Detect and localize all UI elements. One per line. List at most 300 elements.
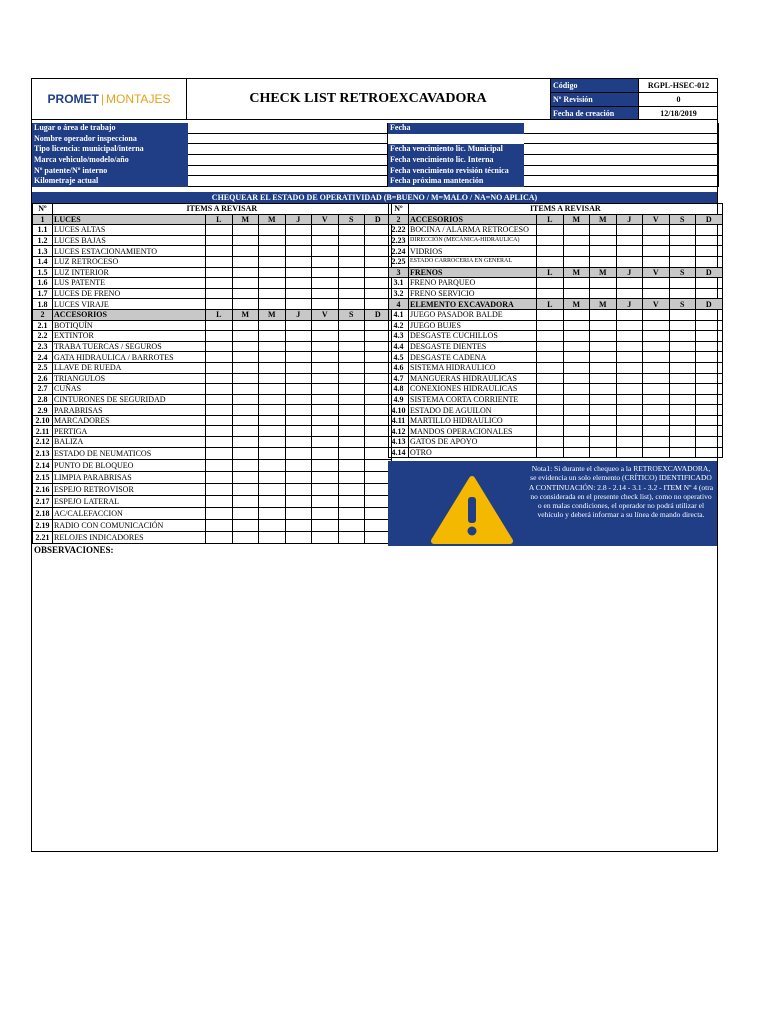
check-cell[interactable] — [537, 331, 564, 342]
check-cell[interactable] — [563, 278, 590, 289]
check-cell[interactable] — [590, 384, 617, 395]
check-cell[interactable] — [590, 225, 617, 236]
check-cell[interactable] — [669, 331, 696, 342]
info-input[interactable] — [188, 176, 388, 187]
check-cell[interactable] — [312, 225, 339, 236]
check-cell[interactable] — [696, 288, 723, 299]
check-cell[interactable] — [285, 531, 312, 543]
check-cell[interactable] — [285, 519, 312, 531]
check-cell[interactable] — [285, 278, 312, 289]
check-cell[interactable] — [312, 447, 339, 459]
check-cell[interactable] — [563, 288, 590, 299]
check-cell[interactable] — [643, 373, 670, 384]
check-cell[interactable] — [259, 331, 286, 342]
check-cell[interactable] — [643, 288, 670, 299]
check-cell[interactable] — [669, 256, 696, 267]
check-cell[interactable] — [696, 341, 723, 352]
check-cell[interactable] — [285, 426, 312, 437]
check-cell[interactable] — [285, 362, 312, 373]
check-cell[interactable] — [563, 225, 590, 236]
check-cell[interactable] — [669, 415, 696, 426]
check-cell[interactable] — [616, 405, 643, 416]
check-cell[interactable] — [206, 447, 233, 459]
check-cell[interactable] — [590, 362, 617, 373]
check-cell[interactable] — [232, 394, 259, 405]
check-cell[interactable] — [643, 309, 670, 320]
check-cell[interactable] — [206, 373, 233, 384]
check-cell[interactable] — [285, 352, 312, 363]
check-cell[interactable] — [616, 362, 643, 373]
check-cell[interactable] — [590, 331, 617, 342]
check-cell[interactable] — [563, 256, 590, 267]
info-input[interactable] — [524, 166, 719, 177]
check-cell[interactable] — [696, 225, 723, 236]
check-cell[interactable] — [669, 320, 696, 331]
check-cell[interactable] — [696, 331, 723, 342]
check-cell[interactable] — [312, 519, 339, 531]
check-cell[interactable] — [206, 507, 233, 519]
check-cell[interactable] — [563, 373, 590, 384]
check-cell[interactable] — [537, 246, 564, 257]
check-cell[interactable] — [616, 341, 643, 352]
check-cell[interactable] — [259, 384, 286, 395]
check-cell[interactable] — [563, 415, 590, 426]
check-cell[interactable] — [563, 426, 590, 437]
check-cell[interactable] — [285, 495, 312, 507]
check-cell[interactable] — [259, 288, 286, 299]
check-cell[interactable] — [696, 426, 723, 437]
check-cell[interactable] — [232, 507, 259, 519]
check-cell[interactable] — [669, 362, 696, 373]
check-cell[interactable] — [312, 362, 339, 373]
check-cell[interactable] — [338, 447, 365, 459]
check-cell[interactable] — [643, 405, 670, 416]
info-input[interactable] — [524, 155, 719, 166]
check-cell[interactable] — [696, 373, 723, 384]
check-cell[interactable] — [669, 447, 696, 458]
check-cell[interactable] — [590, 437, 617, 448]
check-cell[interactable] — [537, 405, 564, 416]
check-cell[interactable] — [259, 341, 286, 352]
check-cell[interactable] — [206, 495, 233, 507]
check-cell[interactable] — [590, 352, 617, 363]
check-cell[interactable] — [232, 384, 259, 395]
check-cell[interactable] — [616, 352, 643, 363]
check-cell[interactable] — [669, 426, 696, 437]
check-cell[interactable] — [643, 447, 670, 458]
check-cell[interactable] — [696, 309, 723, 320]
info-input[interactable] — [524, 176, 719, 187]
check-cell[interactable] — [563, 341, 590, 352]
check-cell[interactable] — [259, 267, 286, 278]
check-cell[interactable] — [338, 384, 365, 395]
check-cell[interactable] — [232, 267, 259, 278]
check-cell[interactable] — [259, 405, 286, 416]
check-cell[interactable] — [616, 447, 643, 458]
check-cell[interactable] — [259, 278, 286, 289]
check-cell[interactable] — [312, 394, 339, 405]
check-cell[interactable] — [643, 437, 670, 448]
check-cell[interactable] — [563, 320, 590, 331]
check-cell[interactable] — [696, 352, 723, 363]
check-cell[interactable] — [285, 471, 312, 483]
check-cell[interactable] — [206, 519, 233, 531]
check-cell[interactable] — [312, 352, 339, 363]
check-cell[interactable] — [259, 225, 286, 236]
check-cell[interactable] — [259, 320, 286, 331]
check-cell[interactable] — [232, 320, 259, 331]
check-cell[interactable] — [696, 415, 723, 426]
check-cell[interactable] — [285, 437, 312, 448]
check-cell[interactable] — [696, 320, 723, 331]
check-cell[interactable] — [338, 362, 365, 373]
check-cell[interactable] — [696, 362, 723, 373]
check-cell[interactable] — [616, 394, 643, 405]
check-cell[interactable] — [563, 362, 590, 373]
check-cell[interactable] — [590, 320, 617, 331]
check-cell[interactable] — [616, 246, 643, 257]
check-cell[interactable] — [563, 352, 590, 363]
check-cell[interactable] — [232, 437, 259, 448]
check-cell[interactable] — [312, 415, 339, 426]
check-cell[interactable] — [643, 415, 670, 426]
check-cell[interactable] — [643, 341, 670, 352]
check-cell[interactable] — [616, 320, 643, 331]
check-cell[interactable] — [537, 309, 564, 320]
check-cell[interactable] — [285, 256, 312, 267]
check-cell[interactable] — [232, 362, 259, 373]
check-cell[interactable] — [338, 341, 365, 352]
check-cell[interactable] — [669, 309, 696, 320]
check-cell[interactable] — [643, 426, 670, 437]
check-cell[interactable] — [285, 299, 312, 310]
check-cell[interactable] — [312, 483, 339, 495]
check-cell[interactable] — [232, 288, 259, 299]
check-cell[interactable] — [590, 373, 617, 384]
check-cell[interactable] — [232, 519, 259, 531]
check-cell[interactable] — [616, 415, 643, 426]
info-input[interactable] — [524, 123, 719, 134]
check-cell[interactable] — [643, 384, 670, 395]
check-cell[interactable] — [537, 426, 564, 437]
check-cell[interactable] — [206, 235, 233, 246]
check-cell[interactable] — [537, 437, 564, 448]
check-cell[interactable] — [259, 373, 286, 384]
check-cell[interactable] — [232, 331, 259, 342]
check-cell[interactable] — [616, 426, 643, 437]
check-cell[interactable] — [338, 320, 365, 331]
check-cell[interactable] — [206, 320, 233, 331]
check-cell[interactable] — [285, 459, 312, 471]
check-cell[interactable] — [616, 256, 643, 267]
check-cell[interactable] — [669, 341, 696, 352]
check-cell[interactable] — [616, 373, 643, 384]
check-cell[interactable] — [669, 246, 696, 257]
check-cell[interactable] — [312, 426, 339, 437]
check-cell[interactable] — [616, 384, 643, 395]
check-cell[interactable] — [206, 246, 233, 257]
check-cell[interactable] — [206, 299, 233, 310]
check-cell[interactable] — [537, 288, 564, 299]
check-cell[interactable] — [643, 235, 670, 246]
info-input[interactable] — [188, 155, 388, 166]
check-cell[interactable] — [537, 415, 564, 426]
check-cell[interactable] — [338, 394, 365, 405]
check-cell[interactable] — [206, 437, 233, 448]
check-cell[interactable] — [259, 415, 286, 426]
check-cell[interactable] — [312, 235, 339, 246]
check-cell[interactable] — [669, 394, 696, 405]
check-cell[interactable] — [643, 394, 670, 405]
check-cell[interactable] — [259, 495, 286, 507]
info-input[interactable] — [188, 134, 388, 145]
check-cell[interactable] — [537, 256, 564, 267]
check-cell[interactable] — [206, 471, 233, 483]
check-cell[interactable] — [259, 531, 286, 543]
check-cell[interactable] — [616, 235, 643, 246]
check-cell[interactable] — [285, 235, 312, 246]
check-cell[interactable] — [338, 495, 365, 507]
check-cell[interactable] — [563, 394, 590, 405]
check-cell[interactable] — [696, 437, 723, 448]
check-cell[interactable] — [563, 246, 590, 257]
check-cell[interactable] — [537, 225, 564, 236]
check-cell[interactable] — [232, 483, 259, 495]
check-cell[interactable] — [285, 405, 312, 416]
check-cell[interactable] — [563, 405, 590, 416]
check-cell[interactable] — [285, 225, 312, 236]
check-cell[interactable] — [643, 246, 670, 257]
check-cell[interactable] — [590, 341, 617, 352]
check-cell[interactable] — [232, 235, 259, 246]
check-cell[interactable] — [312, 531, 339, 543]
check-cell[interactable] — [232, 471, 259, 483]
check-cell[interactable] — [696, 246, 723, 257]
check-cell[interactable] — [285, 384, 312, 395]
check-cell[interactable] — [338, 531, 365, 543]
check-cell[interactable] — [338, 471, 365, 483]
check-cell[interactable] — [312, 373, 339, 384]
check-cell[interactable] — [590, 394, 617, 405]
check-cell[interactable] — [643, 278, 670, 289]
check-cell[interactable] — [285, 341, 312, 352]
check-cell[interactable] — [616, 309, 643, 320]
check-cell[interactable] — [232, 405, 259, 416]
check-cell[interactable] — [232, 531, 259, 543]
check-cell[interactable] — [206, 459, 233, 471]
check-cell[interactable] — [312, 320, 339, 331]
check-cell[interactable] — [338, 331, 365, 342]
check-cell[interactable] — [643, 362, 670, 373]
check-cell[interactable] — [616, 225, 643, 236]
check-cell[interactable] — [338, 426, 365, 437]
check-cell[interactable] — [563, 384, 590, 395]
check-cell[interactable] — [259, 471, 286, 483]
check-cell[interactable] — [312, 278, 339, 289]
check-cell[interactable] — [537, 373, 564, 384]
check-cell[interactable] — [312, 299, 339, 310]
check-cell[interactable] — [696, 235, 723, 246]
check-cell[interactable] — [232, 447, 259, 459]
check-cell[interactable] — [338, 267, 365, 278]
check-cell[interactable] — [206, 531, 233, 543]
check-cell[interactable] — [259, 235, 286, 246]
check-cell[interactable] — [206, 426, 233, 437]
check-cell[interactable] — [285, 373, 312, 384]
check-cell[interactable] — [669, 373, 696, 384]
check-cell[interactable] — [206, 362, 233, 373]
check-cell[interactable] — [616, 331, 643, 342]
check-cell[interactable] — [643, 256, 670, 267]
check-cell[interactable] — [285, 246, 312, 257]
check-cell[interactable] — [669, 437, 696, 448]
check-cell[interactable] — [259, 483, 286, 495]
check-cell[interactable] — [338, 225, 365, 236]
check-cell[interactable] — [643, 225, 670, 236]
check-cell[interactable] — [206, 341, 233, 352]
check-cell[interactable] — [537, 320, 564, 331]
check-cell[interactable] — [206, 225, 233, 236]
check-cell[interactable] — [232, 225, 259, 236]
check-cell[interactable] — [537, 447, 564, 458]
check-cell[interactable] — [338, 405, 365, 416]
check-cell[interactable] — [232, 299, 259, 310]
check-cell[interactable] — [563, 437, 590, 448]
check-cell[interactable] — [590, 426, 617, 437]
check-cell[interactable] — [206, 394, 233, 405]
check-cell[interactable] — [312, 331, 339, 342]
check-cell[interactable] — [312, 256, 339, 267]
check-cell[interactable] — [616, 437, 643, 448]
check-cell[interactable] — [232, 278, 259, 289]
check-cell[interactable] — [669, 384, 696, 395]
check-cell[interactable] — [285, 394, 312, 405]
check-cell[interactable] — [338, 352, 365, 363]
check-cell[interactable] — [232, 426, 259, 437]
check-cell[interactable] — [563, 235, 590, 246]
check-cell[interactable] — [259, 362, 286, 373]
check-cell[interactable] — [206, 267, 233, 278]
check-cell[interactable] — [338, 246, 365, 257]
check-cell[interactable] — [232, 246, 259, 257]
check-cell[interactable] — [338, 256, 365, 267]
check-cell[interactable] — [696, 384, 723, 395]
check-cell[interactable] — [232, 341, 259, 352]
check-cell[interactable] — [590, 235, 617, 246]
check-cell[interactable] — [669, 352, 696, 363]
check-cell[interactable] — [338, 235, 365, 246]
check-cell[interactable] — [232, 352, 259, 363]
check-cell[interactable] — [537, 352, 564, 363]
check-cell[interactable] — [232, 373, 259, 384]
check-cell[interactable] — [259, 507, 286, 519]
check-cell[interactable] — [259, 256, 286, 267]
check-cell[interactable] — [537, 341, 564, 352]
check-cell[interactable] — [312, 288, 339, 299]
check-cell[interactable] — [616, 278, 643, 289]
check-cell[interactable] — [669, 235, 696, 246]
check-cell[interactable] — [537, 362, 564, 373]
check-cell[interactable] — [285, 507, 312, 519]
check-cell[interactable] — [338, 373, 365, 384]
check-cell[interactable] — [338, 299, 365, 310]
check-cell[interactable] — [206, 256, 233, 267]
check-cell[interactable] — [643, 352, 670, 363]
check-cell[interactable] — [312, 437, 339, 448]
check-cell[interactable] — [259, 394, 286, 405]
check-cell[interactable] — [537, 278, 564, 289]
check-cell[interactable] — [312, 384, 339, 395]
check-cell[interactable] — [285, 483, 312, 495]
check-cell[interactable] — [312, 246, 339, 257]
check-cell[interactable] — [338, 519, 365, 531]
check-cell[interactable] — [232, 495, 259, 507]
check-cell[interactable] — [696, 447, 723, 458]
check-cell[interactable] — [338, 483, 365, 495]
check-cell[interactable] — [590, 288, 617, 299]
check-cell[interactable] — [669, 405, 696, 416]
check-cell[interactable] — [590, 278, 617, 289]
check-cell[interactable] — [563, 447, 590, 458]
check-cell[interactable] — [232, 459, 259, 471]
check-cell[interactable] — [338, 415, 365, 426]
check-cell[interactable] — [285, 447, 312, 459]
check-cell[interactable] — [259, 437, 286, 448]
check-cell[interactable] — [696, 394, 723, 405]
check-cell[interactable] — [259, 299, 286, 310]
check-cell[interactable] — [563, 309, 590, 320]
check-cell[interactable] — [669, 278, 696, 289]
check-cell[interactable] — [590, 415, 617, 426]
check-cell[interactable] — [616, 288, 643, 299]
check-cell[interactable] — [669, 225, 696, 236]
check-cell[interactable] — [696, 278, 723, 289]
check-cell[interactable] — [643, 331, 670, 342]
check-cell[interactable] — [338, 278, 365, 289]
check-cell[interactable] — [312, 405, 339, 416]
info-input[interactable] — [524, 144, 719, 155]
check-cell[interactable] — [259, 426, 286, 437]
check-cell[interactable] — [338, 459, 365, 471]
check-cell[interactable] — [590, 256, 617, 267]
check-cell[interactable] — [285, 320, 312, 331]
check-cell[interactable] — [285, 415, 312, 426]
check-cell[interactable] — [232, 256, 259, 267]
check-cell[interactable] — [563, 331, 590, 342]
info-input[interactable] — [188, 144, 388, 155]
check-cell[interactable] — [312, 267, 339, 278]
check-cell[interactable] — [259, 246, 286, 257]
check-cell[interactable] — [537, 384, 564, 395]
check-cell[interactable] — [312, 471, 339, 483]
check-cell[interactable] — [259, 459, 286, 471]
check-cell[interactable] — [590, 447, 617, 458]
check-cell[interactable] — [669, 288, 696, 299]
check-cell[interactable] — [285, 267, 312, 278]
check-cell[interactable] — [206, 384, 233, 395]
check-cell[interactable] — [537, 394, 564, 405]
check-cell[interactable] — [206, 331, 233, 342]
check-cell[interactable] — [312, 507, 339, 519]
check-cell[interactable] — [338, 507, 365, 519]
check-cell[interactable] — [590, 405, 617, 416]
check-cell[interactable] — [206, 405, 233, 416]
check-cell[interactable] — [232, 415, 259, 426]
check-cell[interactable] — [338, 288, 365, 299]
check-cell[interactable] — [590, 309, 617, 320]
check-cell[interactable] — [312, 459, 339, 471]
info-input[interactable] — [524, 134, 719, 145]
